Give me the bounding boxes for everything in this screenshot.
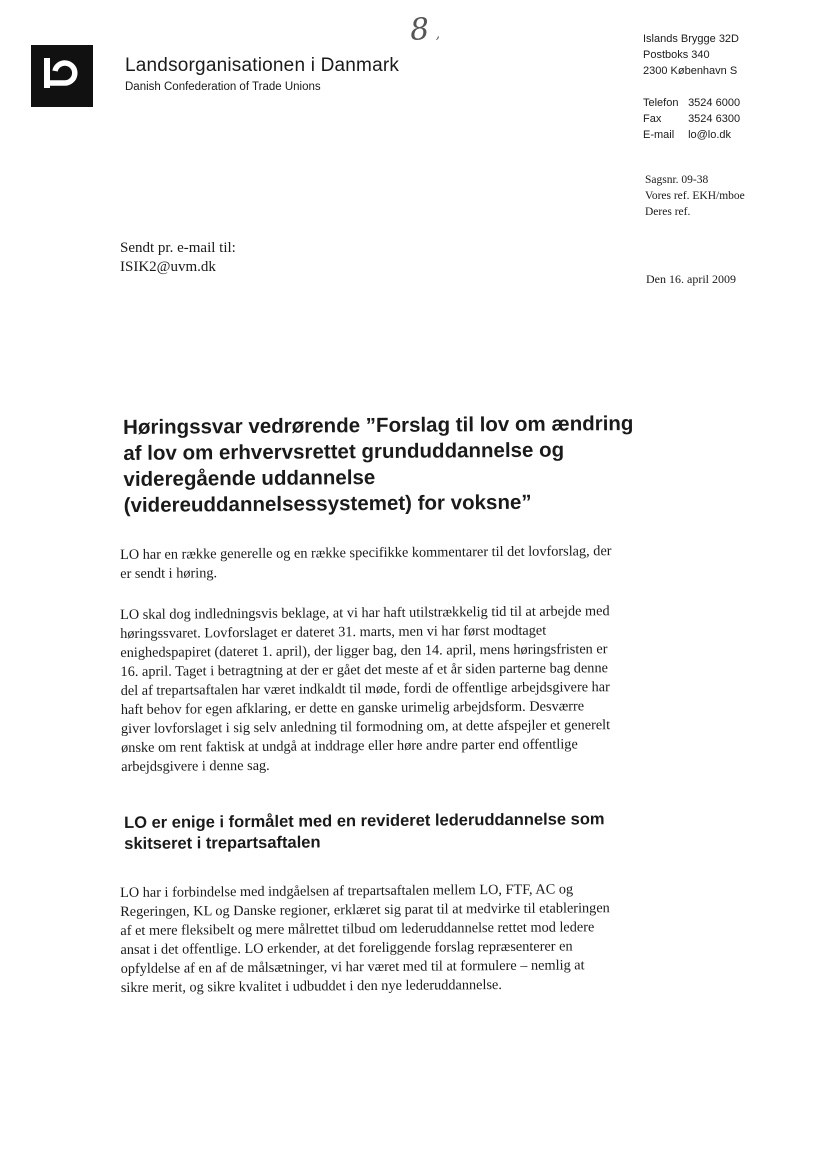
document-title — [123, 410, 724, 519]
address-block — [643, 31, 739, 79]
phone-row — [643, 95, 740, 111]
paragraph-line: 16. april. Taget i betragtning at der er gået det meste af et år siden parterne bag denne — [120, 660, 608, 680]
your-reference: Deres ref. — [645, 206, 691, 218]
heading-line: LO er enige i formålet med en revideret lederuddannelse som — [124, 810, 605, 832]
email-row — [643, 127, 740, 143]
phone-label: Telefon — [643, 97, 679, 109]
page-number: 8 , — [408, 11, 441, 48]
fax-label: Fax — [643, 113, 662, 125]
paragraph-line: er sendt i høring. — [120, 565, 218, 582]
paragraph-line: sikre merit, og sikre kvalitet i udbuddet i den nye lederuddannelse. — [120, 977, 503, 996]
paragraph-line: giver lovforslaget i sig selv anledning til formodning om, at dette afspejler et generelt — [120, 717, 611, 737]
paragraph-line: høringssvaret. Lovforslaget er dateret 31. marts, men vi har først modtaget — [120, 622, 547, 642]
fax-row — [643, 111, 740, 127]
lo-logo-icon — [31, 45, 93, 107]
paragraph-line: haft behov for egen afklaring, er dette en ganske urimelig arbejdsform. Desværre — [120, 698, 585, 718]
paragraph-line: arbejdsgivere i denne sag. — [121, 757, 270, 775]
paragraph-line: enighedspapiret (dateret 1. april), der ligger bag, den 14. april, mens høringsfristen er — [120, 641, 608, 661]
paragraph-complaint — [120, 601, 741, 777]
address-street: Islands Brygge 32D — [643, 33, 739, 45]
paragraph-intro — [120, 541, 740, 584]
paragraph-line: LO har i forbindelse med indgåelsen af trepartsaftalen mellem LO, FTF, AC og — [120, 881, 574, 901]
org-name: Landsorganisationen i Danmark — [125, 55, 400, 76]
title-line: videregående uddannelse — [123, 466, 376, 491]
paragraph-agreement — [120, 879, 741, 998]
paragraph-line: Regeringen, KL og Danske regioner, erklæret sig parat til at medvirke til etableringen — [120, 900, 610, 920]
case-number: Sagsnr. 09-38 — [645, 174, 709, 186]
lo-logo — [31, 45, 93, 107]
paragraph-line: ønske om rent faktisk at undgå at inddrage eller høre andre parter end offentlige — [121, 736, 578, 756]
section-heading — [124, 808, 724, 855]
title-line: Høringssvar vedrørende ”Forslag til lov om ændring — [123, 411, 634, 439]
heading-line: skitseret i trepartsaftalen — [124, 833, 321, 853]
paragraph-line: ansat i det offentlige. LO erkender, at det foreliggende forslag repræsenterer en — [120, 938, 573, 958]
recipient-email: ISIK2@uvm.dk — [120, 259, 216, 275]
paragraph-line: LO har en række generelle og en række specifikke kommentarer til det lovforslag, der — [120, 543, 612, 563]
reference-block — [645, 172, 745, 220]
paragraph-line: del af trepartsaftalen har været indkaldt til møde, fordi de offentlige arbejdsgivere har — [120, 679, 610, 699]
address-pobox: Postboks 340 — [643, 49, 710, 61]
recipient-intro: Sendt pr. e-mail til: — [120, 240, 236, 256]
fax-number: 3524 6300 — [688, 113, 741, 125]
paragraph-line: LO skal dog indledningsvis beklage, at vi har haft utilstrækkelig tid til at arbejde med — [120, 603, 610, 623]
page-number-value: 8 — [408, 11, 431, 48]
phone-number: 3524 6000 — [688, 97, 741, 109]
title-line: (videreuddannelsessystemet) for voksne” — [123, 490, 532, 517]
email-address: lo@lo.dk — [688, 129, 732, 141]
title-line: af lov om erhvervsrettet grunduddannelse og — [123, 438, 565, 465]
our-reference: Vores ref. EKH/mboe — [645, 190, 745, 202]
contact-block — [643, 95, 740, 143]
org-name-english: Danish Confederation of Trade Unions — [125, 81, 321, 93]
paragraph-line: opfyldelse af en af de målsætninger, vi har været med til at formulere – nemlig at — [120, 957, 585, 977]
address-city: 2300 København S — [643, 65, 738, 77]
paragraph-line: af et mere fleksibelt og mere målrettet tilbud om lederuddannelse rettet mod ledere — [120, 919, 595, 939]
letter-date: Den 16. april 2009 — [646, 272, 736, 286]
email-label: E-mail — [643, 129, 675, 141]
recipient-block — [120, 239, 236, 277]
